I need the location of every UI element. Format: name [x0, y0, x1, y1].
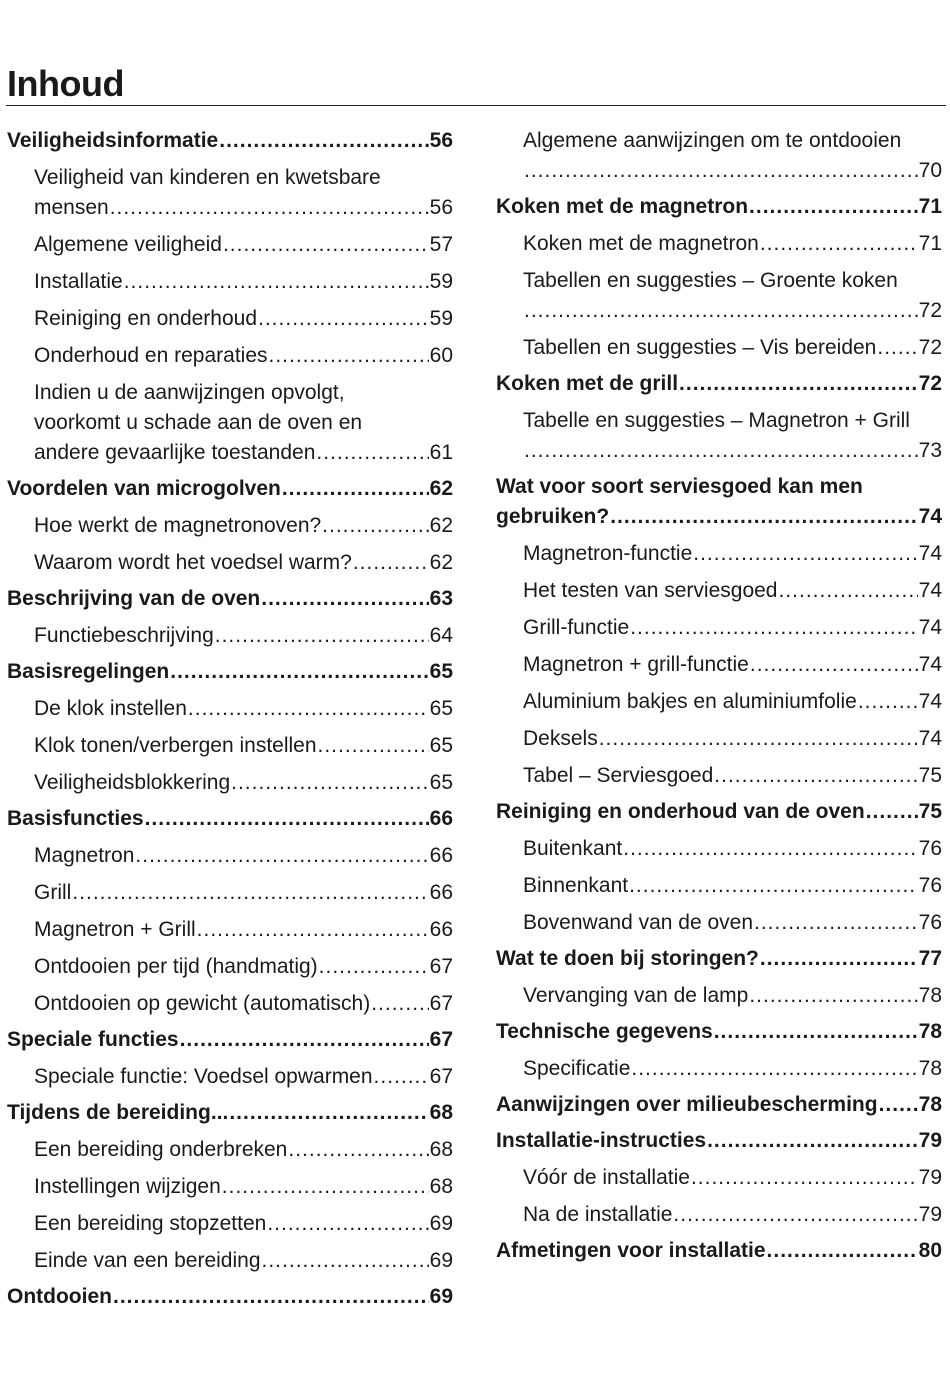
toc-entry-title: Een bereiding onderbreken — [34, 1138, 288, 1161]
toc-section-entry[interactable] — [7, 1025, 453, 1055]
dot-leader — [223, 230, 429, 260]
toc-entry-title: Functiebeschrijving — [34, 624, 214, 647]
dot-leader — [879, 1090, 918, 1120]
toc-section-entry[interactable] — [7, 474, 453, 504]
toc-section-entry[interactable] — [496, 1090, 942, 1120]
toc-section-entry[interactable] — [496, 944, 942, 974]
toc-entry-page-number: 79 — [918, 1203, 942, 1226]
toc-entry-page-number: 67 — [429, 955, 453, 978]
dot-leader — [750, 650, 918, 680]
dot-leader — [262, 1246, 429, 1276]
toc-section-entry[interactable] — [496, 797, 942, 827]
toc-entry-page-number: 70 — [918, 159, 942, 182]
toc-entry-title: mensen — [34, 196, 109, 219]
dot-leader — [714, 1017, 918, 1047]
toc-subsection-entry[interactable] — [7, 163, 453, 223]
dot-leader — [282, 474, 429, 504]
dot-leader — [145, 804, 429, 834]
toc-entry-page-number: 78 — [918, 984, 942, 1007]
toc-entry-page-number: 74 — [918, 505, 942, 528]
toc-entry-page-number: 78 — [918, 1020, 942, 1043]
dot-leader — [322, 511, 428, 541]
toc-subsection-entry[interactable] — [7, 694, 453, 724]
toc-entry-page-number: 65 — [429, 771, 453, 794]
toc-subsection-entry[interactable] — [496, 908, 942, 938]
toc-entry-page-number: 65 — [429, 660, 453, 683]
toc-subsection-entry[interactable] — [496, 406, 942, 466]
toc-entry-title: Algemene veiligheid — [34, 233, 222, 256]
toc-entry-page-number: 76 — [918, 911, 942, 934]
toc-subsection-entry[interactable] — [7, 511, 453, 541]
toc-section-entry[interactable] — [7, 1282, 453, 1312]
toc-subsection-entry[interactable] — [496, 871, 942, 901]
toc-entry-title: Magnetron — [34, 844, 135, 867]
toc-entry-title: Ontdooien per tijd (handmatig) — [34, 955, 318, 978]
toc-entry-page-number: 66 — [429, 844, 453, 867]
dot-leader — [524, 156, 918, 186]
toc-subsection-entry[interactable] — [7, 989, 453, 1019]
toc-section-entry[interactable] — [7, 1098, 453, 1128]
toc-subsection-entry[interactable] — [496, 126, 942, 186]
toc-entry-title: Veiligheidsblokkering — [34, 771, 231, 794]
dot-leader — [231, 768, 429, 798]
toc-entry-page-number: 74 — [918, 727, 942, 750]
dot-leader — [222, 1172, 429, 1202]
toc-entry-title-line: Algemene aanwijzingen om te ontdooien — [523, 129, 902, 152]
dot-leader — [197, 915, 429, 945]
toc-entry-page-number: 62 — [429, 477, 453, 500]
dot-leader — [269, 341, 429, 371]
toc-entry-page-number: 74 — [918, 653, 942, 676]
toc-entry-title-line: voorkomt u schade aan de oven en — [34, 411, 363, 434]
toc-entry-title: Speciale functie: Voedsel opwarmen — [34, 1065, 373, 1088]
toc-entry-title: Het testen van serviesgoed — [523, 579, 778, 602]
dot-leader — [524, 436, 918, 466]
toc-subsection-entry[interactable] — [496, 1163, 942, 1193]
toc-subsection-entry[interactable] — [7, 621, 453, 651]
toc-entry-page-number: 72 — [918, 336, 942, 359]
toc-entry-page-number: 59 — [429, 270, 453, 293]
toc-column-right — [496, 126, 942, 1266]
toc-entry-title: Beschrijving van de oven — [7, 587, 261, 610]
dot-leader — [318, 731, 429, 761]
dot-leader — [693, 539, 917, 569]
toc-entry-page-number: 67 — [429, 1065, 453, 1088]
toc-section-entry[interactable] — [496, 1126, 942, 1156]
dot-leader — [524, 296, 918, 326]
toc-subsection-entry[interactable] — [7, 768, 453, 798]
toc-subsection-entry[interactable] — [496, 724, 942, 754]
dot-leader — [353, 548, 429, 578]
toc-subsection-entry[interactable] — [7, 230, 453, 260]
toc-entry-title: Technische gegevens — [496, 1020, 713, 1043]
toc-entry-title-line: Wat voor soort serviesgoed kan men — [496, 475, 863, 498]
toc-entry-title: Grill — [34, 881, 72, 904]
toc-entry-title: Basisfuncties — [7, 807, 144, 830]
dot-leader — [778, 576, 917, 606]
dot-leader — [110, 193, 429, 223]
toc-subsection-entry[interactable] — [7, 548, 453, 578]
toc-entry-title: Hoe werkt de magnetronoven? — [34, 514, 322, 537]
toc-subsection-entry[interactable] — [7, 1062, 453, 1092]
toc-entry-page-number: 69 — [429, 1285, 453, 1308]
toc-entry-page-number: 56 — [429, 196, 453, 219]
dot-leader — [113, 1282, 429, 1312]
toc-entry-page-number: 66 — [429, 807, 453, 830]
toc-entry-page-number: 79 — [918, 1129, 942, 1152]
toc-subsection-entry[interactable] — [7, 841, 453, 871]
toc-entry-title: Installatie-instructies — [496, 1129, 707, 1152]
dot-leader — [319, 952, 429, 982]
toc-entry-page-number: 64 — [429, 624, 453, 647]
toc-entry-title: Reiniging en onderhoud van de oven — [496, 800, 865, 823]
toc-section-entry[interactable] — [7, 804, 453, 834]
dot-leader — [316, 438, 428, 468]
dot-leader — [374, 1062, 429, 1092]
toc-entry-page-number: 76 — [918, 837, 942, 860]
toc-entry-page-number: 75 — [918, 800, 942, 823]
toc-entry-page-number: 71 — [918, 232, 942, 255]
toc-entry-title: Magnetron + grill-functie — [523, 653, 749, 676]
page-title: Inhoud — [7, 63, 124, 104]
toc-entry-page-number: 72 — [918, 372, 942, 395]
toc-entry-title: Grill-functie — [523, 616, 630, 639]
toc-section-entry[interactable] — [7, 657, 453, 687]
toc-entry-title: Magnetron + Grill — [34, 918, 196, 941]
toc-entry-title: Binnenkant — [523, 874, 629, 897]
toc-entry-title: Bovenwand van de oven — [523, 911, 754, 934]
dot-leader — [691, 1163, 918, 1193]
toc-entry-title: Koken met de grill — [496, 372, 679, 395]
dot-leader — [219, 126, 428, 156]
toc-subsection-entry[interactable] — [7, 304, 453, 334]
toc-entry-title: Wat te doen bij storingen? — [496, 947, 759, 970]
toc-entry-page-number: 80 — [918, 1239, 942, 1262]
toc-entry-page-number: 73 — [918, 439, 942, 462]
toc-section-entry[interactable] — [496, 472, 942, 532]
dot-leader — [866, 797, 918, 827]
toc-entry-title: Tabel – Serviesgoed — [523, 764, 714, 787]
toc-subsection-entry[interactable] — [496, 333, 942, 363]
toc-entry-title: Ontdooien op gewicht (automatisch) — [34, 992, 371, 1015]
toc-subsection-entry[interactable] — [496, 539, 942, 569]
dot-leader — [170, 657, 428, 687]
toc-subsection-entry[interactable] — [7, 731, 453, 761]
toc-entry-title-line: Indien u de aanwijzingen opvolgt, — [34, 381, 345, 404]
toc-subsection-entry[interactable] — [7, 952, 453, 982]
toc-entry-title: Aanwijzingen over milieubescherming — [496, 1093, 878, 1116]
dot-leader — [760, 944, 918, 974]
dot-leader — [180, 1025, 429, 1055]
toc-entry-title-line: Tabelle en suggesties – Magnetron + Grill — [523, 409, 910, 432]
toc-entry-page-number: 65 — [429, 697, 453, 720]
toc-subsection-entry[interactable] — [496, 229, 942, 259]
toc-entry-title: Koken met de magnetron — [496, 195, 749, 218]
dot-leader — [707, 1126, 918, 1156]
toc-entry-title: Waarom wordt het voedsel warm? — [34, 551, 352, 574]
dot-leader — [288, 1135, 428, 1165]
dot-leader — [261, 584, 428, 614]
toc-subsection-entry[interactable] — [496, 981, 942, 1011]
toc-entry-title: Na de installatie — [523, 1203, 673, 1226]
dot-leader — [135, 841, 428, 871]
toc-entry-title: Voordelen van microgolven — [7, 477, 281, 500]
toc-subsection-entry[interactable] — [7, 267, 453, 297]
toc-entry-title: Onderhoud en reparaties — [34, 344, 268, 367]
toc-entry-title: Deksels — [523, 727, 598, 750]
toc-entry-page-number: 65 — [429, 734, 453, 757]
toc-entry-page-number: 79 — [918, 1166, 942, 1189]
toc-entry-title: andere gevaarlijke toestanden — [34, 441, 316, 464]
toc-entry-title: Een bereiding stopzetten — [34, 1212, 267, 1235]
toc-entry-title: gebruiken? — [496, 505, 610, 528]
dot-leader — [754, 908, 918, 938]
toc-column-left — [7, 126, 453, 1312]
toc-entry-title-line: Veiligheid van kinderen en kwetsbare — [34, 166, 381, 189]
toc-entry-page-number: 67 — [429, 992, 453, 1015]
toc-entry-title: Koken met de magnetron — [523, 232, 759, 255]
toc-entry-title: Tabellen en suggesties – Vis bereiden — [523, 336, 877, 359]
toc-entry-title: Speciale functies — [7, 1028, 179, 1051]
toc-entry-title: Buitenkant — [523, 837, 623, 860]
toc-subsection-entry[interactable] — [7, 878, 453, 908]
toc-entry-page-number: 71 — [918, 195, 942, 218]
dot-leader — [858, 687, 918, 717]
dot-leader — [610, 502, 917, 532]
toc-entry-title: Instellingen wijzigen — [34, 1175, 221, 1198]
dot-leader — [631, 1054, 917, 1084]
toc-entry-title: Tijdens de bereiding... — [7, 1101, 229, 1124]
toc-section-entry[interactable] — [496, 1017, 942, 1047]
dot-leader — [749, 981, 917, 1011]
toc-subsection-entry[interactable] — [7, 1246, 453, 1276]
toc-subsection-entry[interactable] — [7, 915, 453, 945]
toc-subsection-entry[interactable] — [496, 1200, 942, 1230]
toc-entry-page-number: 59 — [429, 307, 453, 330]
dot-leader — [371, 989, 428, 1019]
dot-leader — [623, 834, 917, 864]
toc-entry-page-number: 74 — [918, 616, 942, 639]
toc-subsection-entry[interactable] — [7, 341, 453, 371]
dot-leader — [749, 192, 918, 222]
toc-entry-page-number: 69 — [429, 1212, 453, 1235]
toc-section-entry[interactable] — [7, 126, 453, 156]
dot-leader — [188, 694, 429, 724]
toc-entry-page-number: 78 — [918, 1093, 942, 1116]
toc-entry-title: Specificatie — [523, 1057, 631, 1080]
toc-section-entry[interactable] — [496, 1236, 942, 1266]
toc-entry-title: De klok instellen — [34, 697, 187, 720]
toc-entry-title: Vóór de installatie — [523, 1166, 690, 1189]
toc-entry-title: Installatie — [34, 270, 123, 293]
toc-entry-page-number: 62 — [429, 514, 453, 537]
toc-entry-page-number: 74 — [918, 579, 942, 602]
dot-leader — [215, 621, 429, 651]
toc-entry-title: Ontdooien — [7, 1285, 112, 1308]
toc-subsection-entry[interactable] — [496, 613, 942, 643]
dot-leader — [760, 229, 918, 259]
toc-subsection-entry[interactable] — [496, 650, 942, 680]
toc-entry-page-number: 75 — [918, 764, 942, 787]
dot-leader — [679, 369, 918, 399]
toc-entry-page-number: 69 — [429, 1249, 453, 1272]
toc-entry-title: Basisregelingen — [7, 660, 170, 683]
toc-subsection-entry[interactable] — [7, 1135, 453, 1165]
dot-leader — [267, 1209, 428, 1239]
toc-subsection-entry[interactable] — [496, 266, 942, 326]
toc-entry-page-number: 68 — [429, 1101, 453, 1124]
dot-leader — [767, 1236, 918, 1266]
toc-entry-title: Veiligheidsinformatie — [7, 129, 219, 152]
toc-subsection-entry[interactable] — [7, 378, 453, 468]
toc-subsection-entry[interactable] — [496, 576, 942, 606]
toc-entry-page-number: 66 — [429, 881, 453, 904]
dot-leader — [124, 267, 429, 297]
title-divider — [6, 105, 946, 106]
toc-subsection-entry[interactable] — [496, 761, 942, 791]
dot-leader — [673, 1200, 917, 1230]
toc-subsection-entry[interactable] — [496, 1054, 942, 1084]
toc-subsection-entry[interactable] — [496, 687, 942, 717]
dot-leader — [630, 613, 917, 643]
toc-entry-title: Afmetingen voor installatie — [496, 1239, 766, 1262]
toc-entry-title: Einde van een bereiding — [34, 1249, 261, 1272]
toc-section-entry[interactable] — [496, 369, 942, 399]
toc-entry-page-number: 76 — [918, 874, 942, 897]
toc-entry-page-number: 78 — [918, 1057, 942, 1080]
toc-entry-title: Klok tonen/verbergen instellen — [34, 734, 317, 757]
toc-entry-page-number: 72 — [918, 299, 942, 322]
toc-entry-page-number: 68 — [429, 1138, 453, 1161]
toc-entry-page-number: 74 — [918, 542, 942, 565]
toc-entry-page-number: 61 — [429, 441, 453, 464]
toc-section-entry[interactable] — [7, 584, 453, 614]
toc-subsection-entry[interactable] — [7, 1209, 453, 1239]
toc-section-entry[interactable] — [496, 192, 942, 222]
dot-leader — [72, 878, 428, 908]
toc-entry-title-line: Tabellen en suggesties – Groente koken — [523, 269, 898, 292]
toc-subsection-entry[interactable] — [496, 834, 942, 864]
toc-subsection-entry[interactable] — [7, 1172, 453, 1202]
toc-entry-title: Reiniging en onderhoud — [34, 307, 258, 330]
toc-entry-page-number: 60 — [429, 344, 453, 367]
toc-entry-title: Magnetron-functie — [523, 542, 693, 565]
toc-entry-page-number: 77 — [918, 947, 942, 970]
toc-entry-page-number: 57 — [429, 233, 453, 256]
dot-leader — [599, 724, 918, 754]
dot-leader — [629, 871, 918, 901]
dot-leader — [877, 333, 917, 363]
toc-entry-page-number: 66 — [429, 918, 453, 941]
toc-entry-title: Aluminium bakjes en aluminiumfolie — [523, 690, 857, 713]
toc-entry-page-number: 67 — [429, 1028, 453, 1051]
toc-entry-page-number: 56 — [429, 129, 453, 152]
toc-entry-page-number: 68 — [429, 1175, 453, 1198]
toc-entry-title: Vervanging van de lamp — [523, 984, 749, 1007]
toc-entry-page-number: 74 — [918, 690, 942, 713]
dot-leader — [714, 761, 917, 791]
dot-leader — [258, 304, 429, 334]
toc-entry-page-number: 63 — [429, 587, 453, 610]
dot-leader — [229, 1098, 428, 1128]
toc-entry-page-number: 62 — [429, 551, 453, 574]
